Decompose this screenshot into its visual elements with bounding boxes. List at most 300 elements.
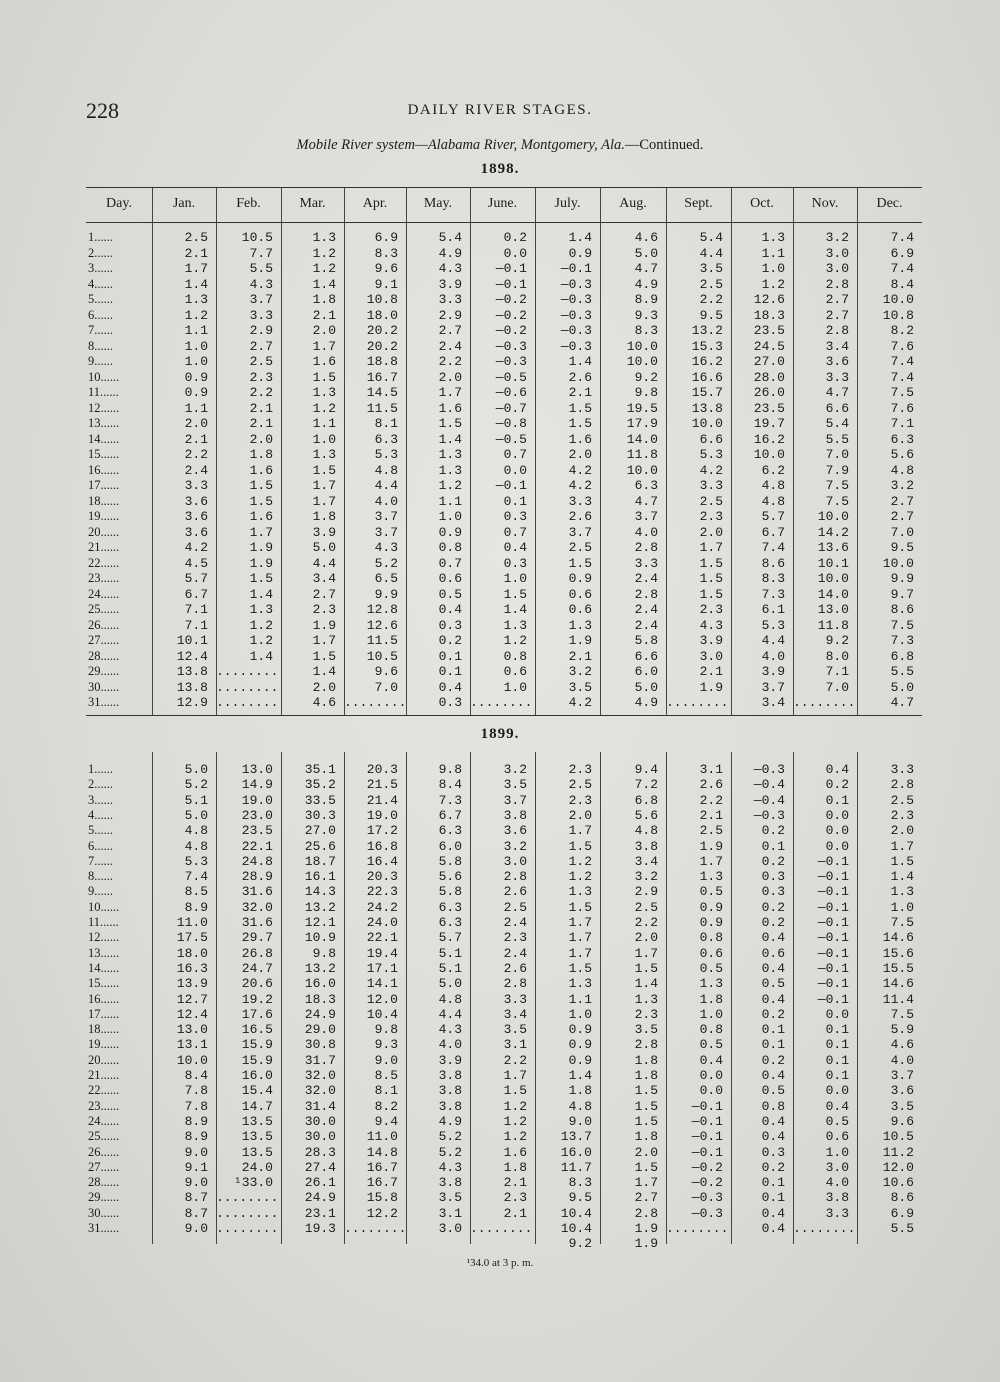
day-label: 3...... <box>88 261 113 275</box>
day-label: 22...... <box>88 1083 120 1098</box>
stage-value: 3.2 <box>825 230 849 245</box>
stage-value: 2.1 <box>503 1175 527 1191</box>
day-label: 14...... <box>88 431 120 446</box>
stage-value: 1.5 <box>249 571 273 586</box>
stage-value: 1.5 <box>634 1083 658 1099</box>
stage-value: 0.9 <box>568 1052 592 1068</box>
stage-value: 2.5 <box>568 540 592 555</box>
day-label: 27...... <box>88 1159 120 1174</box>
stage-value: 16.7 <box>366 1159 398 1175</box>
stage-value: 4.8 <box>890 462 914 478</box>
stage-value: —0.4 <box>753 792 785 808</box>
day-label: 27...... <box>88 633 120 647</box>
stage-value: 0.8 <box>761 1098 785 1114</box>
stage-value: 23.0 <box>241 807 273 823</box>
stage-value: 2.1 <box>568 385 592 400</box>
stage-value: 5.7 <box>761 509 785 524</box>
stage-value: —0.1 <box>817 869 849 885</box>
stage-value: 1.4 <box>438 431 462 447</box>
stage-value: 16.0 <box>241 1068 273 1083</box>
stage-value: 18.0 <box>366 307 398 323</box>
stage-value: 19.0 <box>241 792 273 808</box>
stage-value: 12.8 <box>366 602 398 617</box>
stage-value: 6.0 <box>438 838 462 854</box>
stage-value: 0.5 <box>438 586 462 602</box>
stage-value: 31.6 <box>241 884 273 900</box>
stage-value: 4.9 <box>438 1113 462 1129</box>
stage-value: 8.6 <box>890 1190 914 1206</box>
stage-value: 11.5 <box>366 633 398 648</box>
day-label: 15...... <box>88 976 120 991</box>
stage-value: 1.0 <box>890 899 914 915</box>
stage-value: 2.0 <box>312 679 336 695</box>
stage-value: 0.6 <box>825 1129 849 1145</box>
stage-value: 2.0 <box>634 1144 658 1160</box>
stage-value: 7.1 <box>890 416 914 431</box>
stage-value: 1.5 <box>568 555 592 571</box>
stage-value: —0.3 <box>691 1190 723 1206</box>
stage-value: 3.3 <box>634 555 658 571</box>
stage-value: 4.4 <box>699 245 723 261</box>
stage-value: 6.6 <box>699 431 723 447</box>
stage-value: 0.3 <box>761 1144 785 1160</box>
stage-value: 12.7 <box>176 991 208 1007</box>
stage-value: 20.2 <box>366 338 398 354</box>
stage-value: 0.1 <box>761 1022 785 1038</box>
stage-value: 2.2 <box>249 385 273 400</box>
stage-value: 2.2 <box>699 792 723 808</box>
stage-value: 6.8 <box>634 792 658 808</box>
stage-value: 1.3 <box>312 230 336 245</box>
stage-value: 0.1 <box>503 493 527 509</box>
stage-value: —0.1 <box>495 261 527 276</box>
stage-value: ........ <box>216 664 279 679</box>
stage-value: 3.7 <box>634 509 658 524</box>
stage-value: 3.1 <box>699 762 723 777</box>
stage-value: 9.0 <box>374 1052 398 1068</box>
stage-value: 1.3 <box>890 884 914 900</box>
stage-value: —0.2 <box>495 307 527 323</box>
stage-value: 1.3 <box>184 292 208 307</box>
stage-value: 5.0 <box>184 762 208 777</box>
day-label: 1...... <box>88 762 113 776</box>
stage-value: —0.3 <box>560 338 592 354</box>
stage-value: 1.2 <box>438 478 462 493</box>
stage-value: —0.1 <box>691 1129 723 1145</box>
stage-value: 1.5 <box>503 586 527 602</box>
stage-value: 15.5 <box>882 960 914 976</box>
stage-value: 16.0 <box>560 1144 592 1160</box>
stage-value: 9.3 <box>374 1037 398 1053</box>
stage-value: —0.1 <box>817 945 849 961</box>
stage-value: 5.0 <box>184 807 208 823</box>
stage-value: 2.1 <box>249 416 273 431</box>
stage-value: 15.3 <box>691 338 723 354</box>
stage-value: 4.6 <box>634 230 658 245</box>
stage-value: 0.5 <box>699 960 723 976</box>
footnote: ¹34.0 at 3 p. m. <box>466 1257 534 1269</box>
stage-value: —0.1 <box>817 976 849 992</box>
stage-value: 14.2 <box>817 524 849 540</box>
stage-value: 0.1 <box>825 1068 849 1083</box>
stage-value: 4.3 <box>438 261 462 276</box>
stage-value: 9.2 <box>634 369 658 385</box>
stage-value: 7.4 <box>890 354 914 369</box>
stage-value: 11.8 <box>817 617 849 633</box>
day-label: 5...... <box>88 292 113 306</box>
stage-value: 3.8 <box>503 807 527 823</box>
column-header: July. <box>554 196 581 211</box>
stage-value: 14.0 <box>626 431 658 447</box>
stage-value: 1.5 <box>634 1098 658 1114</box>
stage-value: 1.8 <box>312 292 336 307</box>
day-label: 11...... <box>88 385 119 399</box>
stage-value: 24.9 <box>304 1190 336 1206</box>
stage-value: 2.5 <box>184 230 208 245</box>
stage-value: ........ <box>793 695 856 710</box>
stage-value: 0.6 <box>568 602 592 617</box>
stage-value: 1.0 <box>699 1006 723 1022</box>
stage-value: 4.8 <box>568 1098 592 1114</box>
stage-value: —0.3 <box>495 338 527 354</box>
stage-value: 16.4 <box>366 853 398 869</box>
day-label: 8...... <box>88 338 113 353</box>
stage-value: 4.2 <box>699 462 723 478</box>
stage-value: 0.4 <box>699 1052 723 1068</box>
stage-value: 3.0 <box>503 853 527 869</box>
stage-value: 3.3 <box>890 762 914 777</box>
stage-value: 9.0 <box>568 1113 592 1129</box>
stage-value: 17.2 <box>366 823 398 839</box>
stage-value: 0.0 <box>503 245 527 261</box>
stage-value: —0.1 <box>817 853 849 869</box>
stage-value: 3.8 <box>438 1098 462 1114</box>
stage-value: 32.0 <box>241 899 273 915</box>
day-label: 25...... <box>88 602 120 616</box>
stage-value: 2.6 <box>699 777 723 793</box>
stage-value: 9.1 <box>374 276 398 292</box>
stage-value: 7.8 <box>184 1098 208 1114</box>
stage-value: 16.7 <box>366 369 398 385</box>
day-label: 29...... <box>88 1190 120 1205</box>
stage-value: 0.9 <box>699 915 723 930</box>
stage-value: 5.2 <box>438 1144 462 1160</box>
stage-value: 3.9 <box>438 276 462 292</box>
stage-value: 1.6 <box>249 509 273 524</box>
stage-value: 2.3 <box>568 792 592 808</box>
stage-value: ........ <box>216 695 279 710</box>
stage-value: 0.2 <box>761 1159 785 1175</box>
stage-value: 7.4 <box>184 869 208 885</box>
stage-value: 5.5 <box>890 664 914 679</box>
stage-value: 1.7 <box>568 945 592 961</box>
stage-value: 3.5 <box>890 1098 914 1114</box>
stage-value: 0.3 <box>438 617 462 633</box>
stage-value: 1.0 <box>503 571 527 586</box>
stage-value: 3.3 <box>503 991 527 1007</box>
stage-value: 4.2 <box>568 478 592 493</box>
stage-value: 2.5 <box>699 493 723 509</box>
stage-value: 0.3 <box>503 509 527 524</box>
stage-value: 30.0 <box>304 1113 336 1129</box>
stage-value: ........ <box>470 695 533 710</box>
stage-value: 1.8 <box>568 1083 592 1099</box>
stage-value: 0.6 <box>699 945 723 961</box>
day-label: 7...... <box>88 323 113 337</box>
stage-value: 0.0 <box>503 462 527 478</box>
stage-value: 1.2 <box>503 633 527 648</box>
stage-value: 8.5 <box>374 1068 398 1083</box>
stage-value: 3.0 <box>438 1221 462 1236</box>
stage-value: 2.1 <box>184 245 208 261</box>
stage-value: 9.9 <box>374 586 398 602</box>
stage-value: 24.5 <box>753 338 785 354</box>
stage-value: 0.4 <box>761 1205 785 1221</box>
stage-value: 8.9 <box>634 292 658 307</box>
stage-value: 4.0 <box>374 493 398 509</box>
stage-value: 28.9 <box>241 869 273 885</box>
stage-value: 1.5 <box>699 555 723 571</box>
stage-value: 15.4 <box>241 1083 273 1099</box>
stage-value: 8.2 <box>890 323 914 338</box>
stage-value: 1.1 <box>761 245 785 261</box>
stage-value: 7.5 <box>890 1006 914 1022</box>
stage-value: 0.3 <box>438 695 462 710</box>
stage-value: 21.5 <box>366 777 398 793</box>
stage-value: 3.8 <box>438 1083 462 1099</box>
stage-value: 21.4 <box>366 792 398 808</box>
stage-value: 7.1 <box>825 664 849 679</box>
stage-value: 5.2 <box>374 555 398 571</box>
stage-value: 5.0 <box>312 540 336 555</box>
stage-value: 1.5 <box>438 416 462 431</box>
stage-value: 1.8 <box>634 1052 658 1068</box>
stage-value: 13.2 <box>304 899 336 915</box>
stage-value: ........ <box>216 1221 279 1236</box>
stage-value: 1.4 <box>184 276 208 292</box>
day-label: 4...... <box>88 276 113 291</box>
stage-value: 10.0 <box>753 447 785 462</box>
stage-value: 1.2 <box>503 1113 527 1129</box>
stage-value: 3.0 <box>825 1159 849 1175</box>
stage-value: 0.4 <box>761 1129 785 1145</box>
stage-value: 0.4 <box>761 991 785 1007</box>
stage-value: 1.7 <box>568 915 592 930</box>
stage-value: 1.4 <box>312 664 336 679</box>
stage-value: 11.0 <box>176 915 208 930</box>
stage-value: 22.1 <box>366 930 398 946</box>
stage-value: 10.0 <box>882 555 914 571</box>
stage-value: ........ <box>344 695 407 710</box>
stage-value: 3.5 <box>503 777 527 793</box>
stage-value: —0.3 <box>560 292 592 307</box>
stage-value: 3.3 <box>438 292 462 307</box>
stage-value: 4.8 <box>374 462 398 478</box>
stage-value: 6.9 <box>374 230 398 245</box>
stage-value: 2.7 <box>634 1190 658 1206</box>
stage-value: 2.8 <box>825 323 849 338</box>
stage-value: 7.5 <box>890 915 914 930</box>
stage-value: 3.7 <box>374 524 398 540</box>
stage-value: 2.8 <box>634 586 658 602</box>
stage-value: 5.5 <box>249 261 273 276</box>
stage-value: 0.0 <box>825 823 849 839</box>
stage-value: 1.7 <box>438 385 462 400</box>
stage-value: 1.5 <box>634 1159 658 1175</box>
stage-value: 1.3 <box>438 447 462 462</box>
stage-value: 1.6 <box>312 354 336 369</box>
day-label: 22...... <box>88 555 120 570</box>
stage-value: 0.1 <box>825 1052 849 1068</box>
stage-value: 10.0 <box>176 1052 208 1068</box>
stage-value: 26.1 <box>304 1175 336 1191</box>
stage-value: 1.6 <box>249 462 273 478</box>
stage-value: 0.4 <box>438 679 462 695</box>
stage-value: 0.2 <box>761 899 785 915</box>
stage-value: 1.2 <box>184 307 208 323</box>
stage-value: 6.5 <box>374 571 398 586</box>
stage-value: 4.2 <box>568 695 592 710</box>
stage-value: 1.3 <box>699 869 723 885</box>
stage-value: 11.0 <box>366 1129 398 1145</box>
stage-value: 0.9 <box>568 1037 592 1053</box>
day-label: 28...... <box>88 648 120 663</box>
column-header: Nov. <box>811 196 839 211</box>
day-label: 14...... <box>88 960 120 975</box>
stage-value: —0.1 <box>817 960 849 976</box>
stage-value: 12.1 <box>304 915 336 930</box>
stage-value: 7.6 <box>890 338 914 354</box>
stage-value: 1.4 <box>568 230 592 245</box>
day-label: 10...... <box>88 369 120 384</box>
stage-value: 1.0 <box>184 338 208 354</box>
stage-value: 2.2 <box>699 292 723 307</box>
stage-value: 0.2 <box>825 777 849 793</box>
stage-value: 4.3 <box>438 1022 462 1038</box>
stage-value: 0.1 <box>825 1022 849 1038</box>
stage-value: 11.4 <box>882 991 914 1007</box>
day-label: 4...... <box>88 807 113 822</box>
stage-value: 0.4 <box>761 930 785 946</box>
stage-value: 2.5 <box>699 823 723 839</box>
stage-value: 1.4 <box>568 354 592 369</box>
stage-value: 13.0 <box>176 1022 208 1038</box>
stage-value: 22.3 <box>366 884 398 900</box>
stage-value: 3.3 <box>825 369 849 385</box>
stage-value: 8.9 <box>184 1129 208 1145</box>
stage-value: 3.7 <box>249 292 273 307</box>
stage-value: 5.6 <box>634 807 658 823</box>
stage-value: 1.2 <box>312 245 336 261</box>
stage-value: 2.0 <box>699 524 723 540</box>
stage-value: 3.2 <box>634 869 658 885</box>
stage-value: 2.5 <box>503 899 527 915</box>
stage-value: 4.3 <box>438 1159 462 1175</box>
stage-value: 2.7 <box>312 586 336 602</box>
stage-value: 16.2 <box>691 354 723 369</box>
stage-value: 2.4 <box>634 602 658 617</box>
stage-value: 0.5 <box>825 1113 849 1129</box>
stage-value: 2.6 <box>503 960 527 976</box>
stage-value: 1.5 <box>568 400 592 416</box>
stage-value: 13.1 <box>176 1037 208 1053</box>
stage-value: 1.3 <box>312 385 336 400</box>
stage-value: 5.5 <box>890 1221 914 1236</box>
day-label: 19...... <box>88 509 120 523</box>
stage-value: 20.2 <box>366 323 398 338</box>
day-label: 31...... <box>88 1221 120 1235</box>
stage-value: 0.6 <box>438 571 462 586</box>
day-label: 7...... <box>88 853 113 868</box>
stage-value: 1.0 <box>568 1006 592 1022</box>
stage-value: 2.0 <box>438 369 462 385</box>
header-bottom-rule <box>86 222 922 223</box>
stage-value: 2.7 <box>890 509 914 524</box>
stage-value: 3.2 <box>890 478 914 493</box>
stage-value: 9.6 <box>374 261 398 276</box>
stage-value: 1.9 <box>568 633 592 648</box>
stage-value: 29.7 <box>241 930 273 946</box>
stage-value: 9.2 <box>568 1236 592 1252</box>
stage-value: 1.0 <box>761 261 785 276</box>
stage-value: 6.0 <box>634 664 658 679</box>
stage-value: —0.1 <box>817 991 849 1007</box>
day-label: 17...... <box>88 478 120 492</box>
stage-value: 0.9 <box>438 524 462 540</box>
stage-value: 5.4 <box>825 416 849 431</box>
stage-value: 3.8 <box>825 1190 849 1206</box>
stage-value: 23.5 <box>753 400 785 416</box>
stage-value: 0.4 <box>761 1221 785 1236</box>
stage-value: 17.1 <box>366 960 398 976</box>
stage-value: 8.9 <box>184 1113 208 1129</box>
stage-value: 1.7 <box>312 338 336 354</box>
day-label: 23...... <box>88 571 120 585</box>
stage-value: 2.5 <box>890 792 914 808</box>
stage-value: 3.2 <box>568 664 592 679</box>
stage-value: 0.2 <box>438 633 462 648</box>
stage-value: 4.3 <box>249 276 273 292</box>
stage-value: ........ <box>793 1221 856 1236</box>
stage-value: 0.4 <box>825 1098 849 1114</box>
stage-value: 5.1 <box>438 945 462 961</box>
stage-value: 1.6 <box>568 431 592 447</box>
day-label: 6...... <box>88 838 113 853</box>
stage-value: 2.5 <box>568 777 592 793</box>
stage-value: 0.1 <box>825 1037 849 1053</box>
stage-value: 8.4 <box>890 276 914 292</box>
stage-value: 1.1 <box>184 400 208 416</box>
stage-value: 1.7 <box>568 823 592 839</box>
stage-value: 2.3 <box>634 1006 658 1022</box>
stage-value: 4.8 <box>761 478 785 493</box>
stage-value: 4.4 <box>438 1006 462 1022</box>
stage-value: 5.4 <box>438 230 462 245</box>
stage-value: 2.0 <box>184 416 208 431</box>
stage-value: 6.3 <box>634 478 658 493</box>
stage-value: 13.2 <box>691 323 723 338</box>
stage-value: 8.4 <box>184 1068 208 1083</box>
stage-value: 13.5 <box>241 1113 273 1129</box>
stage-value: 10.0 <box>691 416 723 431</box>
stage-value: 2.2 <box>438 354 462 369</box>
stage-value: 1.0 <box>825 1144 849 1160</box>
day-label: 13...... <box>88 945 120 960</box>
stage-value: 5.7 <box>184 571 208 586</box>
stage-value: 2.0 <box>568 807 592 823</box>
stage-value: 2.8 <box>503 976 527 992</box>
stage-value: 0.9 <box>568 571 592 586</box>
